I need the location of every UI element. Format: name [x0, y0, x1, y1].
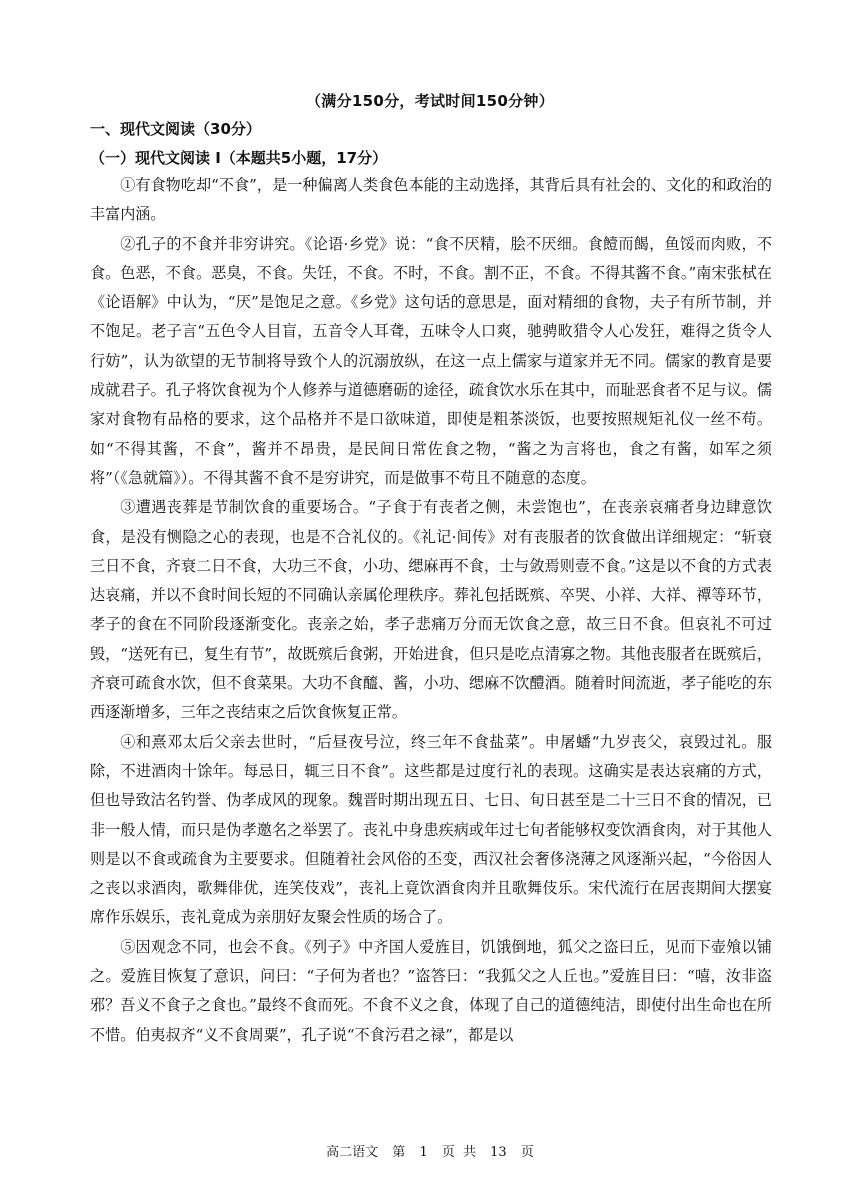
page-footer [0, 1141, 860, 1160]
footer-page-number: 1 [419, 1145, 428, 1160]
subsection-title: （一）现代文阅读 I（本题共5小题，17分） [90, 149, 388, 167]
exam-info-header: （满分150分，考试时间150分钟） [305, 92, 555, 110]
footer-subject: 高二语文 [326, 1145, 379, 1160]
paragraph-3: ③遭遇丧葬是节制饮食的重要场合。“子食于有丧者之侧，未尝饱也”，在丧亲哀痛者身边肆意饮食，是没有恻隐之心的表现，也是不合礼仪的。《礼记·间传》对有丧服者的饮食做出详细规定：“斩衰三日不食，齐衰二日不食，大功三不食，小功、缌麻再不食，士与敛焉则壹不食。”这是以不食的方式表达哀痛，并以不食时间长短的不同确认亲属伦理秩序。葬礼包括既殡、卒哭、小祥、大祥、禫等环节，孝子的食在不同阶段逐渐变化。丧亲之始，孝子悲痛万分而无饮食之意，故三日不食。但哀礼不可过毁，“送死有已，复生有节”，故既殡后食粥，开始进食，但只是吃点清寡之物。其他丧服者在既殡后，齐衰可疏食水饮，但不食菜果。大功不食醯、酱，小功、缌麻不饮醴酒。随着时间流逝，孝子能吃的东西逐渐增多，三年之丧结束之后饮食恢复正常。 [90, 498, 772, 722]
paragraph-1: ①有食物吃却“不食”，是一种偏离人类食色本能的主动选择，其背后具有社会的、文化的和政治的丰富内涵。 [90, 176, 772, 224]
paragraph-4: ④和熹邓太后父亲去世时，“后昼夜号泣，终三年不食盐菜”。申屠蟠“九岁丧父，哀毁过礼。服除，不进酒肉十馀年。每忌日，辄三日不食”。这些都是过度行礼的表现。这确实是表达哀痛的方式，但也导致沽名钓誉、伪孝成风的现象。魏晋时期出现五日、七日、旬日甚至是二十三日不食的情况，已非一般人情，而只是伪孝邀名之举罢了。丧礼中身患疾病或年过七旬者能够权变饮酒食肉，对于其他人则是以不食或疏食为主要要求。但随着社会风俗的丕变，西汉社会奢侈浇薄之风逐渐兴起，“今俗因人之丧以求酒肉，歌舞俳优，连笑伎戏”，丧礼上竟饮酒食肉并且歌舞伎乐。宋代流行在居丧期间大摆宴席作乐娱乐，丧礼竟成为亲朋好友聚会性质的场合了。 [90, 732, 772, 927]
section-title: 一、现代文阅读（30分） [90, 120, 261, 138]
footer-total-pages: 13 [490, 1145, 507, 1160]
footer-page-prefix: 第 [392, 1145, 406, 1160]
article-body [90, 171, 772, 1050]
paragraph-2: ②孔子的不食并非穷讲究。《论语·乡党》说：“食不厌精，脍不厌细。食饐而餲，鱼馁而肉败，不食。色恶，不食。恶臭，不食。失饪，不食。不时，不食。割不正，不食。不得其酱不食。”南宋张栻在《论语解》中认为，“厌”是饱足之意。《乡党》这句话的意思是，面对精细的食物，夫子有所节制，并不饱足。老子言“五色令人目盲，五音令人耳聋，五味令人口爽，驰骋畋猎令人心发狂，难得之货令人行妨”，认为欲望的无节制将导致个人的沉溺放纵，在这一点上儒家与道家并无不同。儒家的教育是要成就君子。孔子将饮食视为个人修养与道德磨砺的途径，疏食饮水乐在其中，而耻恶食者不足与议。儒家对食物有品格的要求，这个品格并不是口欲味道，即使是粗茶淡饭，也要按照规矩礼仪一丝不苟。如“不得其酱，不食”，酱并不昂贵，是民间日常佐食之物，“酱之为言将也，食之有酱，如军之须将”（《急就篇》）。不得其酱不食不是穷讲究，而是做事不苟且不随意的态度。 [90, 234, 772, 487]
paragraph-5: ⑤因观念不同，也会不食。《列子》中齐国人爱旌目，饥饿倒地，狐父之盗曰丘，见而下壶飧以铺之。爱旌目恢复了意识，问曰：“子何为者也？”盗答曰：“我狐父之人丘也。”爱旌目曰：“嘻，汝非盗邪？吾义不食子之食也。”最终不食而死。不食不义之食，体现了自己的道德纯洁，即使付出生命也在所不惜。伯夷叔齐“义不食周粟”，孔子说“不食污君之禄”，都是以 [90, 937, 772, 1044]
footer-page-middle: 页 共 [441, 1145, 477, 1160]
footer-page-suffix: 页 [520, 1145, 534, 1160]
